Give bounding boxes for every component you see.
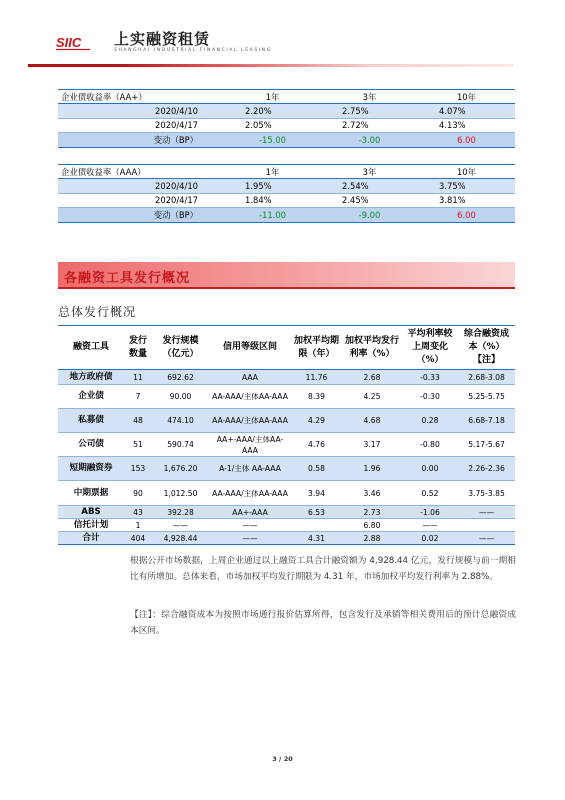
yield-1y: 1.84%: [224, 193, 321, 207]
rating-range: AA-AAA/主体AA-AAA: [209, 481, 291, 506]
page-header: [28, 26, 548, 68]
instrument-name: 私募债: [58, 409, 124, 433]
table-row: [58, 409, 515, 433]
financing-cost: 2.68-3.08: [458, 370, 515, 385]
logo-abbr: SIIC: [56, 35, 82, 50]
row-date: 2020/4/17: [58, 193, 224, 207]
header-count: 发行数量: [124, 326, 152, 370]
page-number: 3 / 20: [272, 755, 293, 763]
avg-term: 4.29: [291, 409, 342, 433]
column-3y: 3年: [321, 90, 418, 104]
issue-scale: 4,928.44: [152, 532, 209, 545]
avg-rate: 2.73: [342, 506, 402, 519]
table-row: [58, 506, 515, 519]
yield-1y: 2.05%: [224, 118, 321, 132]
table-row: [58, 519, 515, 532]
financing-cost: 5.17-5.67: [458, 433, 515, 457]
change-label: 变动（BP）: [58, 208, 224, 222]
subsection-title: 总体发行概况: [58, 305, 137, 319]
issue-count: 404: [124, 532, 152, 545]
header-rate-change: 平均利率较上周变化（%）: [402, 326, 458, 370]
table-row: [58, 118, 515, 132]
financing-cost: 3.75-3.85: [458, 481, 515, 506]
header-term: 加权平均期限（年）: [291, 326, 342, 370]
yield-table-title: 企业债收益率（AA+）: [58, 90, 224, 104]
table-row: [58, 433, 515, 457]
company-name: 上实融资租赁: [114, 30, 211, 48]
rating-range: AA-AAA/主体AA-AAA: [209, 385, 291, 409]
change-3y: -3.00: [321, 133, 418, 147]
financing-cost: [458, 519, 515, 532]
change-10y: 6.00: [418, 133, 515, 147]
avg-rate: 4.25: [342, 385, 402, 409]
instrument-name: 短期融资券: [58, 457, 124, 481]
instrument-name: 合计: [58, 532, 124, 545]
header-instrument: 融资工具: [58, 326, 124, 370]
avg-rate: 2.88: [342, 532, 402, 545]
rate-change: ——: [402, 519, 458, 532]
avg-term: 3.94: [291, 481, 342, 506]
financing-cost: 5.25-5.75: [458, 385, 515, 409]
yield-table-aa-plus: [58, 89, 515, 148]
table-row: [58, 104, 515, 118]
avg-term: 0.58: [291, 457, 342, 481]
avg-rate: 3.17: [342, 433, 402, 457]
header-divider: [28, 64, 514, 67]
instrument-name: ABS: [58, 506, 124, 519]
instrument-name: 信托计划: [58, 519, 124, 532]
avg-term: 4.31: [291, 532, 342, 545]
avg-rate: 6.80: [342, 519, 402, 532]
table-row: [58, 179, 515, 193]
yield-10y: 4.07%: [418, 104, 515, 118]
avg-term: 11.76: [291, 370, 342, 385]
issue-count: 48: [124, 409, 152, 433]
table-row: [58, 193, 515, 207]
financing-cost: ——: [458, 506, 515, 519]
issue-count: 1: [124, 519, 152, 532]
instrument-name: 中期票据: [58, 481, 124, 506]
issue-scale: ——: [152, 519, 209, 532]
yield-3y: 2.45%: [321, 193, 418, 207]
issuance-table: [58, 325, 515, 545]
issue-count: 11: [124, 370, 152, 385]
rate-change: -1.06: [402, 506, 458, 519]
yield-table-aaa: [58, 164, 515, 223]
column-1y: 1年: [224, 90, 321, 104]
financing-cost: ——: [458, 532, 515, 545]
rate-change: 0.02: [402, 532, 458, 545]
company-name-en: SHANGHAI INDUSTRIAL FINANCIAL LEASING: [114, 48, 272, 53]
avg-term: 4.76: [291, 433, 342, 457]
issue-count: 153: [124, 457, 152, 481]
issuance-table-header: [58, 326, 515, 370]
avg-term: 6.53: [291, 506, 342, 519]
column-1y: 1年: [224, 165, 321, 179]
issue-count: 90: [124, 481, 152, 506]
avg-rate: 3.46: [342, 481, 402, 506]
instrument-name: 公司债: [58, 433, 124, 457]
yield-10y: 3.75%: [418, 179, 515, 193]
change-10y: 6.00: [418, 208, 515, 222]
yield-table-title: 企业债收益率（AAA）: [58, 165, 224, 179]
yield-1y: 1.95%: [224, 179, 321, 193]
issue-scale: 474.10: [152, 409, 209, 433]
instrument-name: 地方政府债: [58, 370, 124, 385]
summary-paragraph: 根据公开市场数据，上周企业通过以上融资工具合计融资额为 4,928.44 亿元，发行规模与前一期相比有所增加。总体来看，市场加权平均发行期限为 4.31 年，市场加权平均发行利率为 2.88%。: [130, 556, 516, 582]
yield-table-header: [58, 90, 515, 104]
table-row-total: [58, 532, 515, 545]
yield-table-header: [58, 165, 515, 179]
header-rating: 信用等级区间: [209, 326, 291, 370]
change-1y: -15.00: [224, 133, 321, 147]
table-row: [58, 481, 515, 506]
yield-1y: 2.20%: [224, 104, 321, 118]
rating-range: AAA: [209, 370, 291, 385]
change-label: 变动（BP）: [58, 133, 224, 147]
rating-range: ——: [209, 532, 291, 545]
change-1y: -11.00: [224, 208, 321, 222]
avg-term: [291, 519, 342, 532]
issue-scale: 692.62: [152, 370, 209, 385]
column-10y: 10年: [418, 165, 515, 179]
rating-range: AA+-AAA/主体AA-AAA: [209, 433, 291, 457]
change-3y: -9.00: [321, 208, 418, 222]
header-scale: 发行规模（亿元）: [152, 326, 209, 370]
rate-change: 0.52: [402, 481, 458, 506]
issue-scale: 590.74: [152, 433, 209, 457]
row-date: 2020/4/10: [58, 104, 224, 118]
siic-logo-icon: [56, 33, 90, 51]
yield-3y: 2.72%: [321, 118, 418, 132]
row-date: 2020/4/17: [58, 118, 224, 132]
row-date: 2020/4/10: [58, 179, 224, 193]
table-row: [58, 370, 515, 385]
issue-scale: 1,676.20: [152, 457, 209, 481]
issue-scale: 1,012.50: [152, 481, 209, 506]
rate-change: 0.00: [402, 457, 458, 481]
table-row: [58, 457, 515, 481]
rate-change: 0.28: [402, 409, 458, 433]
rating-range: ——: [209, 519, 291, 532]
issue-count: 51: [124, 433, 152, 457]
yield-3y: 2.54%: [321, 179, 418, 193]
section-title: 各融资工具发行概况: [64, 271, 191, 286]
rate-change: -0.80: [402, 433, 458, 457]
change-row: [58, 133, 515, 147]
avg-rate: 1.96: [342, 457, 402, 481]
yield-10y: 3.81%: [418, 193, 515, 207]
column-3y: 3年: [321, 165, 418, 179]
header-cost: 综合融资成本（%）【注】: [458, 326, 515, 370]
issue-scale: 90.00: [152, 385, 209, 409]
column-10y: 10年: [418, 90, 515, 104]
avg-term: 8.39: [291, 385, 342, 409]
issue-scale: 392.28: [152, 506, 209, 519]
yield-10y: 4.13%: [418, 118, 515, 132]
avg-rate: 4.68: [342, 409, 402, 433]
instrument-name: 企业债: [58, 385, 124, 409]
rating-range: AA+-AAA: [209, 506, 291, 519]
avg-rate: 2.68: [342, 370, 402, 385]
change-row: [58, 208, 515, 222]
yield-3y: 2.75%: [321, 104, 418, 118]
issue-count: 43: [124, 506, 152, 519]
financing-cost: 6.68-7.18: [458, 409, 515, 433]
rating-range: A-1/主体 AA-AAA: [209, 457, 291, 481]
rate-change: -0.30: [402, 385, 458, 409]
financing-cost: 2.26-2.36: [458, 457, 515, 481]
section-banner: [58, 262, 515, 289]
note-paragraph: 【注】：综合融资成本为按照市场通行报价估算所得，包含发行及承销等相关费用后的预计总融资成本区间。: [130, 610, 516, 636]
issue-count: 7: [124, 385, 152, 409]
header-rate: 加权平均发行利率（%）: [342, 326, 402, 370]
table-row: [58, 385, 515, 409]
rating-range: AA-AAA/主体AA-AAA: [209, 409, 291, 433]
rate-change: -0.33: [402, 370, 458, 385]
